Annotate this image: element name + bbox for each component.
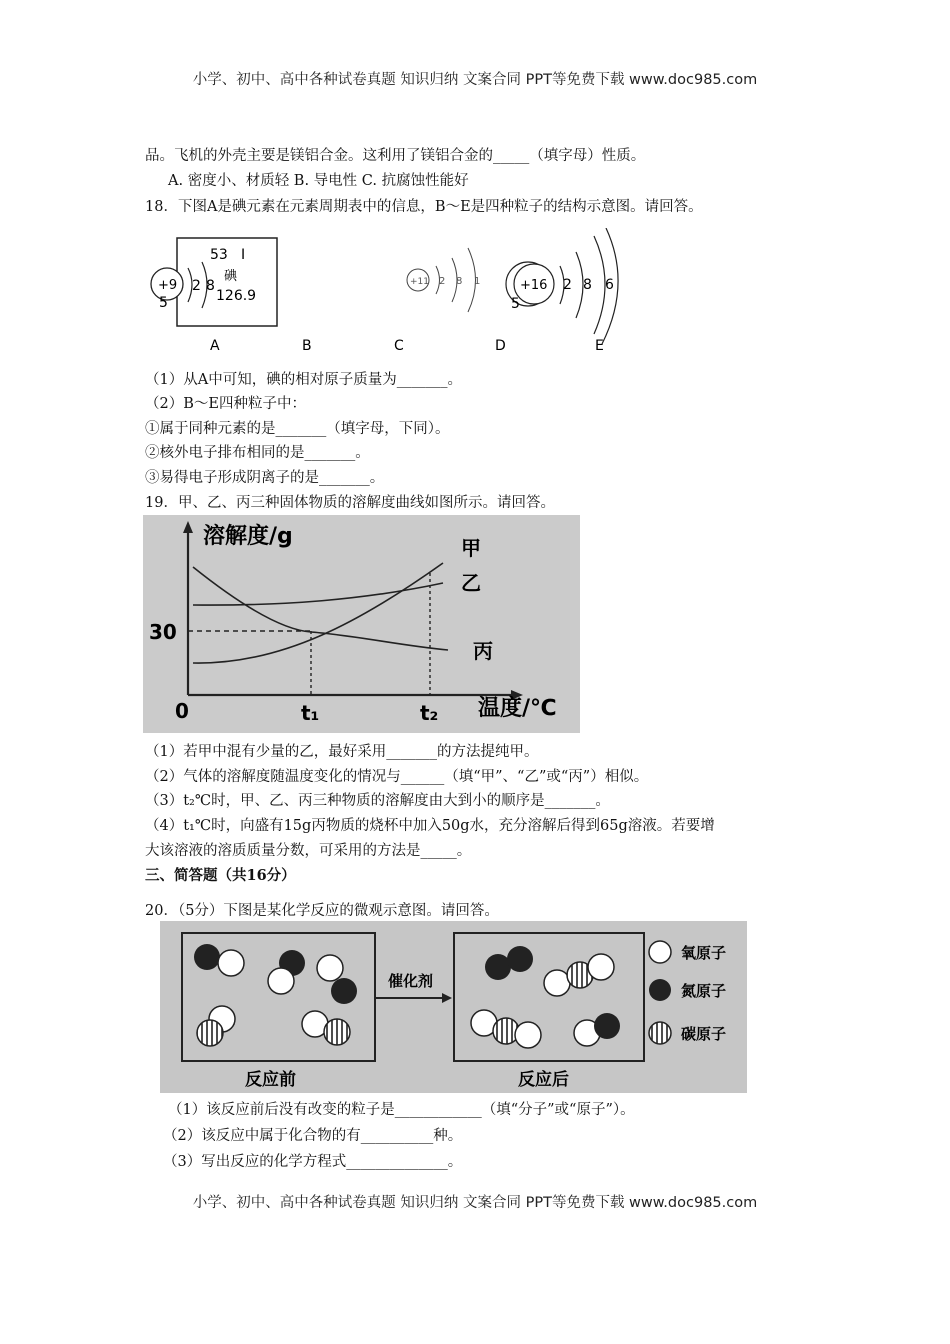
q18-sub2c: ③易得电子形成阴离子的是_______。 [145,470,385,486]
q20-sub3: （3）写出反应的化学方程式______________。 [163,1154,463,1170]
legend-nitrogen-label: 氮原子 [681,982,727,1000]
label-c: C [394,338,404,354]
o-atom [544,970,570,996]
q19-sub2: （2）气体的溶解度随温度变化的情况与______（填“甲”、“乙”或“丙”）相似。 [145,769,649,785]
q18-stem: 18．下图A是碘元素在元素周期表中的信息，B～E是四种粒子的结构示意图。请回答。 [145,199,703,215]
o-atom [317,955,343,981]
q20-sub1: （1）该反应前后没有改变的粒子是____________（填“分子”或“原子”）。 [168,1102,635,1118]
particle-c-shell-count-1: 2 [439,276,446,287]
reaction-figure [160,921,747,1093]
particle-b-charge: +9 [158,278,178,293]
particle-b-shell-count-2: 8 [206,278,215,294]
series-bing-label: 丙 [473,639,493,663]
q19-stem: 19．甲、乙、丙三种固体物质的溶解度曲线如图所示。请回答。 [145,495,555,511]
legend-carbon-label: 碳原子 [681,1025,727,1043]
q18-figure [140,228,640,363]
particle-c-charge: +11 [410,277,429,287]
x-axis-label: 温度/℃ [478,696,557,721]
particle-d-shell-count-3: 6 [605,277,614,293]
page-header: 小学、初中、高中各种试卷真题 知识归纳 文案合同 PPT等免费下载 www.doc985.com [192,72,758,88]
particle-b-shell-count-1: 2 [192,278,201,294]
x-tick-t1: t₁ [301,701,320,725]
particle-d-shell-2 [576,252,583,318]
page-footer: 小学、初中、高中各种试卷真题 知识归纳 文案合同 PPT等免费下载 www.doc985.com [192,1195,758,1211]
q19-sub4a: （4）t₁℃时，向盛有15g丙物质的烧杯中加入50g水，充分溶解后得到65g溶液。若要增 [145,818,715,834]
q18-sub2: （2）B～E四种粒子中： [145,396,306,412]
before-label: 反应前 [245,1070,296,1090]
q17-tail: 品。飞机的外壳主要是镁铝合金。这利用了镁铝合金的_____（填字母）性质。 [145,148,646,164]
q19-sub3: （3）t₂℃时，甲、乙、丙三种物质的溶解度由大到小的顺序是_______。 [145,793,610,809]
particle-b-below: 5 [159,295,168,311]
particle-d-charge: +16 [520,278,548,293]
solubility-chart [143,515,580,733]
series-yi-label: 乙 [461,571,481,595]
q19-sub4b: 大该溶液的溶质质量分数，可采用的方法是_____。 [145,843,472,859]
x-tick-t2: t₂ [420,701,439,725]
label-b: B [302,338,312,354]
particle-c-shell-count-3: 1 [474,276,481,287]
q18-sub2a: ①属于同种元素的是_______（填字母，下同）。 [145,421,450,437]
origin-label: 0 [175,699,189,723]
particle-d-shell-3 [594,236,605,334]
y-tick-30: 30 [149,620,177,644]
q20-sub2: （2）该反应中属于化合物的有__________种。 [163,1128,463,1144]
c-atom [197,1020,223,1046]
n-atom [331,978,357,1004]
q19-sub1: （1）若甲中混有少量的乙，最好采用_______的方法提纯甲。 [145,744,539,760]
n-atom [594,1013,620,1039]
label-d: D [495,338,506,354]
legend-oxygen-label: 氧原子 [681,944,727,962]
particle-d-below: 5 [511,296,520,312]
c-atom [324,1019,350,1045]
o-atom [218,950,244,976]
o-atom [588,954,614,980]
legend-nitrogen-icon [649,979,671,1001]
legend-carbon-icon [649,1022,671,1044]
atomic-mass: 126.9 [216,288,257,304]
label-a: A [210,338,220,354]
particle-d-shell-count-2: 8 [583,277,592,293]
element-name: 碘 [224,269,238,284]
section3-title: 三、简答题（共16分） [145,867,296,884]
particle-d-shell-count-1: 2 [563,277,572,293]
catalyst-label: 催化剂 [388,972,434,990]
atomic-number: 53 [210,247,228,263]
q18-sub2b: ②核外电子排布相同的是_______。 [145,445,370,461]
element-symbol: I [241,247,246,263]
q17-options: A. 密度小、材质轻 B. 导电性 C. 抗腐蚀性能好 [168,173,469,189]
q20-stem: 20．（5分）下图是某化学反应的微观示意图。请回答。 [145,903,499,919]
particle-c-shell-count-2: 8 [456,276,463,287]
series-jia-label: 甲 [461,536,481,560]
n-atom [507,946,533,972]
y-axis-label: 溶解度/g [203,524,293,549]
after-label: 反应后 [518,1070,569,1090]
n-atom [194,944,220,970]
label-e: E [595,338,604,354]
o-atom [515,1022,541,1048]
o-atom [268,968,294,994]
legend-oxygen-icon [649,941,671,963]
q18-sub1: （1）从A中可知，碘的相对原子质量为_______。 [145,372,462,388]
